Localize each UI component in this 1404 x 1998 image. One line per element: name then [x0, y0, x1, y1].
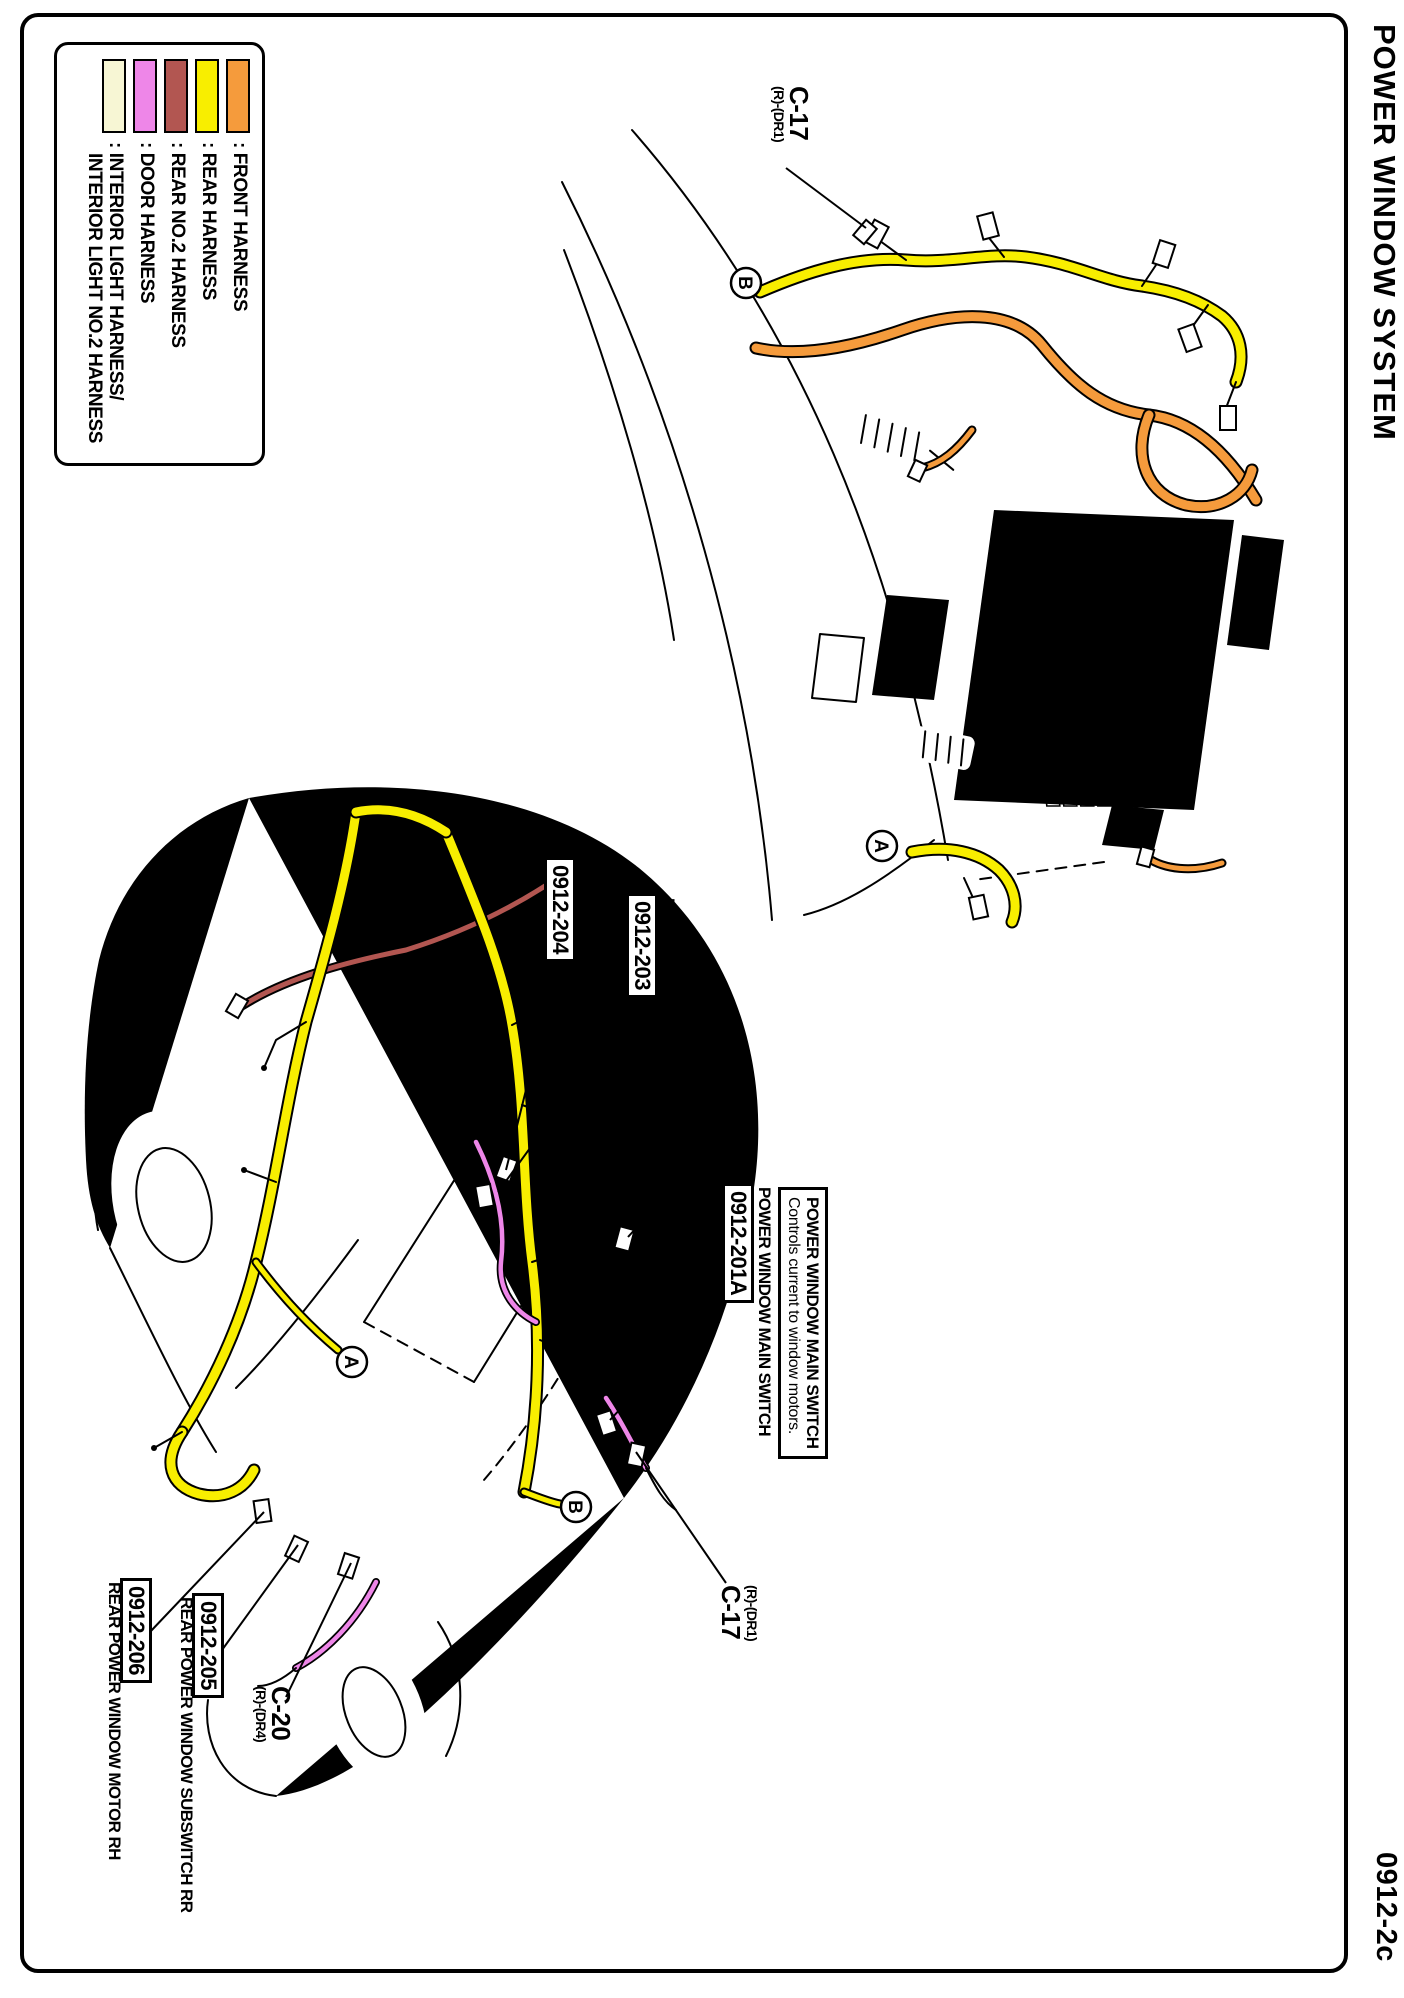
- part-name-subswitch-rr: REAR POWER WINDOW SUBSWITCH RR: [177, 1597, 196, 1913]
- connector-marker-a-dash: [867, 831, 897, 861]
- legend-label: [84, 142, 126, 443]
- svg-text:B: B: [564, 1500, 585, 1514]
- connector-marker-a-body: [337, 1347, 367, 1377]
- ref-box-0912-201a: 0912-201A: [722, 1183, 754, 1303]
- part-name-motor-lh: REAR POWER WINDOW MOTOR LH: [577, 864, 596, 1140]
- legend-item-rear: [195, 59, 219, 449]
- main-switch-callout: [778, 1187, 828, 1459]
- callout-body: Controls current to window motors.: [785, 1197, 802, 1435]
- connector-sub: (R)-(DR3): [735, 1100, 751, 1157]
- legend-item-door: [133, 59, 157, 449]
- legend-item-front: [226, 59, 250, 449]
- connector-sub: (R)-(DR4): [253, 1686, 269, 1743]
- page-title: POWER WINDOW SYSTEM: [1367, 24, 1402, 441]
- connector-sub: (R)-(DR1): [744, 1585, 760, 1642]
- connector-code: C-20: [266, 1686, 296, 1741]
- legend-label: : REAR NO.2 HARNESS: [167, 142, 188, 348]
- legend-label: : DOOR HARNESS: [136, 142, 157, 304]
- connector-marker-b-body: [561, 1492, 591, 1522]
- connector-code: C-19: [707, 1100, 737, 1155]
- ref-box-0912-206: 0912-206: [120, 1578, 152, 1683]
- svg-text:A: A: [870, 839, 891, 853]
- part-name-main-switch: POWER WINDOW MAIN SWITCH: [755, 1187, 774, 1437]
- connector-code: C-17: [784, 86, 814, 141]
- page-code: 0912-2c: [1370, 1852, 1402, 1962]
- part-name-subswitch-lr: REAR POWER WINDOW SUBSWITCH LR: [659, 898, 678, 1212]
- legend-swatch-rear: [195, 59, 219, 133]
- connector-label-c17-body: [718, 1585, 759, 1641]
- svg-text:B: B: [734, 276, 755, 290]
- connector-label-c17-dash: [771, 86, 812, 142]
- legend-swatch-front: [226, 59, 250, 133]
- ref-box-0912-204: 0912-204: [544, 857, 576, 962]
- harness-legend: [54, 42, 265, 466]
- pedal: [848, 408, 962, 478]
- legend-item-interior-light: [84, 59, 126, 449]
- part-name-motor-rh: REAR POWER WINDOW MOTOR RH: [105, 1582, 124, 1860]
- ref-box-0912-205: 0912-205: [192, 1593, 224, 1698]
- legend-label-line2: INTERIOR LIGHT NO.2 HARNESS: [84, 153, 105, 444]
- svg-text:A: A: [340, 1355, 361, 1369]
- connector-code: C-17: [716, 1585, 746, 1640]
- legend-swatch-rear-no2: [164, 59, 188, 133]
- legend-swatch-interior-light: [102, 59, 126, 133]
- legend-item-rear-no2: [164, 59, 188, 449]
- legend-label-line1: : INTERIOR LIGHT HARNESS/: [105, 142, 126, 401]
- dash-diagram: [562, 130, 1284, 922]
- legend-label: : FRONT HARNESS: [229, 142, 250, 312]
- connector-sub: (R)-(DR1): [771, 86, 787, 143]
- callout-title: POWER WINDOW MAIN SWITCH: [803, 1197, 822, 1449]
- connector-label-c20: [253, 1686, 294, 1742]
- legend-swatch-door: [133, 59, 157, 133]
- hvac-unit: [812, 510, 1284, 850]
- connector-marker-b-dash: [731, 268, 761, 298]
- legend-label: : REAR HARNESS: [198, 142, 219, 301]
- ref-box-0912-203: 0912-203: [626, 893, 658, 998]
- connector-label-c19: [709, 1100, 750, 1156]
